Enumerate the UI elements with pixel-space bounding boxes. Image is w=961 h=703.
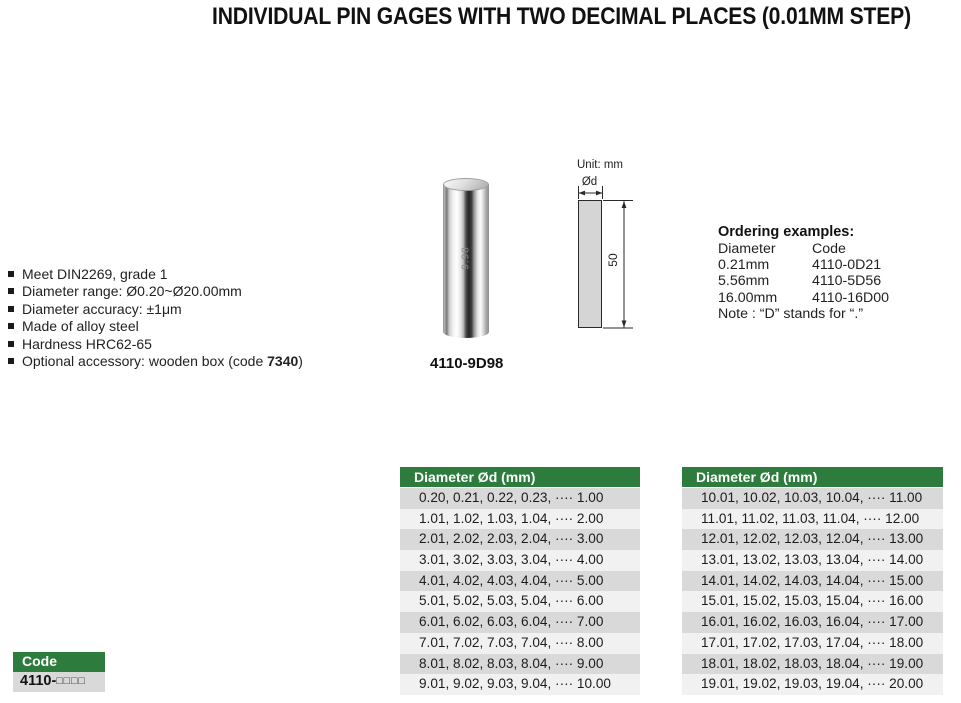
diameter-table-left — [400, 467, 640, 695]
ordering-example-row — [718, 290, 889, 306]
pin-engraving-text: 9.98 — [460, 246, 472, 270]
table-row: 18.01, 18.02, 18.03, 18.04, ···· 19.00 — [682, 654, 943, 675]
code-box-value — [13, 672, 105, 692]
table-rows — [400, 488, 640, 695]
feature-item: Diameter range: Ø0.20~Ø20.00mm — [8, 283, 303, 300]
ordering-examples — [718, 224, 889, 322]
table-row: 7.01, 7.02, 7.03, 7.04, ···· 8.00 — [400, 633, 640, 654]
ordering-col-code: Code — [812, 241, 846, 257]
code-prefix: 4110- — [20, 673, 57, 689]
table-row: 1.01, 1.02, 1.03, 1.04, ···· 2.00 — [400, 509, 640, 530]
product-model-code: 4110-9D98 — [430, 355, 504, 372]
example-code: 4110-0D21 — [812, 257, 882, 274]
example-code: 4110-16D00 — [812, 289, 890, 306]
table-row: 19.01, 19.02, 19.03, 19.04, ···· 20.00 — [682, 674, 943, 695]
table-row: 9.01, 9.02, 9.03, 9.04, ···· 10.00 — [400, 674, 640, 695]
table-row: 5.01, 5.02, 5.03, 5.04, ···· 6.00 — [400, 591, 640, 612]
table-header: Diameter Ød (mm) — [400, 467, 640, 488]
square-bullet-icon — [8, 271, 14, 277]
example-diameter: 5.56mm — [718, 273, 770, 290]
feature-item: Made of alloy steel — [8, 318, 303, 335]
diameter-table-right — [682, 467, 943, 695]
table-row: 2.01, 2.02, 2.03, 2.04, ···· 3.00 — [400, 529, 640, 550]
table-row: 3.01, 3.02, 3.03, 3.04, ···· 4.00 — [400, 550, 640, 571]
feature-item: Diameter accuracy: ±1μm — [8, 301, 303, 318]
code-box-header: Code — [13, 652, 105, 672]
pin-top-face — [443, 178, 489, 191]
table-row: 8.01, 8.02, 8.03, 8.04, ···· 9.00 — [400, 654, 640, 675]
feature-item: Meet DIN2269, grade 1 — [8, 266, 303, 283]
ordering-column-headers — [718, 241, 889, 257]
example-diameter: 16.00mm — [718, 289, 778, 306]
unit-label: Unit: mm — [577, 159, 623, 171]
table-row: 17.01, 17.02, 17.03, 17.04, ···· 18.00 — [682, 633, 943, 654]
feature-item: Optional accessory: wooden box (code 7340) — [8, 353, 303, 370]
feature-list — [8, 266, 303, 370]
ordering-note: Note : “D” stands for “.” — [718, 305, 864, 322]
ordering-example-row — [718, 273, 889, 289]
example-code: 4110-5D56 — [812, 273, 882, 290]
length-dim-label: 50 — [606, 253, 620, 267]
table-rows — [682, 488, 943, 695]
diameter-dim-label: Ød — [581, 176, 598, 188]
table-row: 0.20, 0.21, 0.22, 0.23, ···· 1.00 — [400, 488, 640, 509]
table-row: 11.01, 11.02, 11.03, 11.04, ···· 12.00 — [682, 509, 943, 530]
square-bullet-icon — [8, 341, 14, 347]
table-row: 13.01, 13.02, 13.03, 13.04, ···· 14.00 — [682, 550, 943, 571]
order-code-box — [13, 652, 105, 692]
table-row: 15.01, 15.02, 15.03, 15.04, ···· 16.00 — [682, 591, 943, 612]
feature-item: Hardness HRC62-65 — [8, 336, 303, 353]
example-diameter: 0.21mm — [718, 257, 770, 274]
square-bullet-icon — [8, 306, 14, 312]
table-row: 12.01, 12.02, 12.03, 12.04, ···· 13.00 — [682, 529, 943, 550]
ordering-heading: Ordering examples: — [718, 224, 855, 240]
ordering-col-diameter: Diameter — [718, 241, 776, 257]
code-digit-placeholders: □□□□ — [56, 675, 86, 687]
table-row: 6.01, 6.02, 6.03, 6.04, ···· 7.00 — [400, 612, 640, 633]
table-row: 4.01, 4.02, 4.03, 4.04, ···· 5.00 — [400, 571, 640, 592]
table-row: 10.01, 10.02, 10.03, 10.04, ···· 11.00 — [682, 488, 943, 509]
square-bullet-icon — [8, 323, 14, 329]
pin-gage-photo — [443, 178, 489, 338]
square-bullet-icon — [8, 288, 14, 294]
square-bullet-icon — [8, 358, 14, 364]
ordering-rows — [718, 257, 889, 306]
table-header: Diameter Ød (mm) — [682, 467, 943, 488]
table-row: 14.01, 14.02, 14.03, 14.04, ···· 15.00 — [682, 571, 943, 592]
ordering-example-row — [718, 257, 889, 273]
table-row: 16.01, 16.02, 16.03, 16.04, ···· 17.00 — [682, 612, 943, 633]
page-title: INDIVIDUAL PIN GAGES WITH TWO DECIMAL PLACES (0.01MM STEP) — [212, 3, 911, 30]
